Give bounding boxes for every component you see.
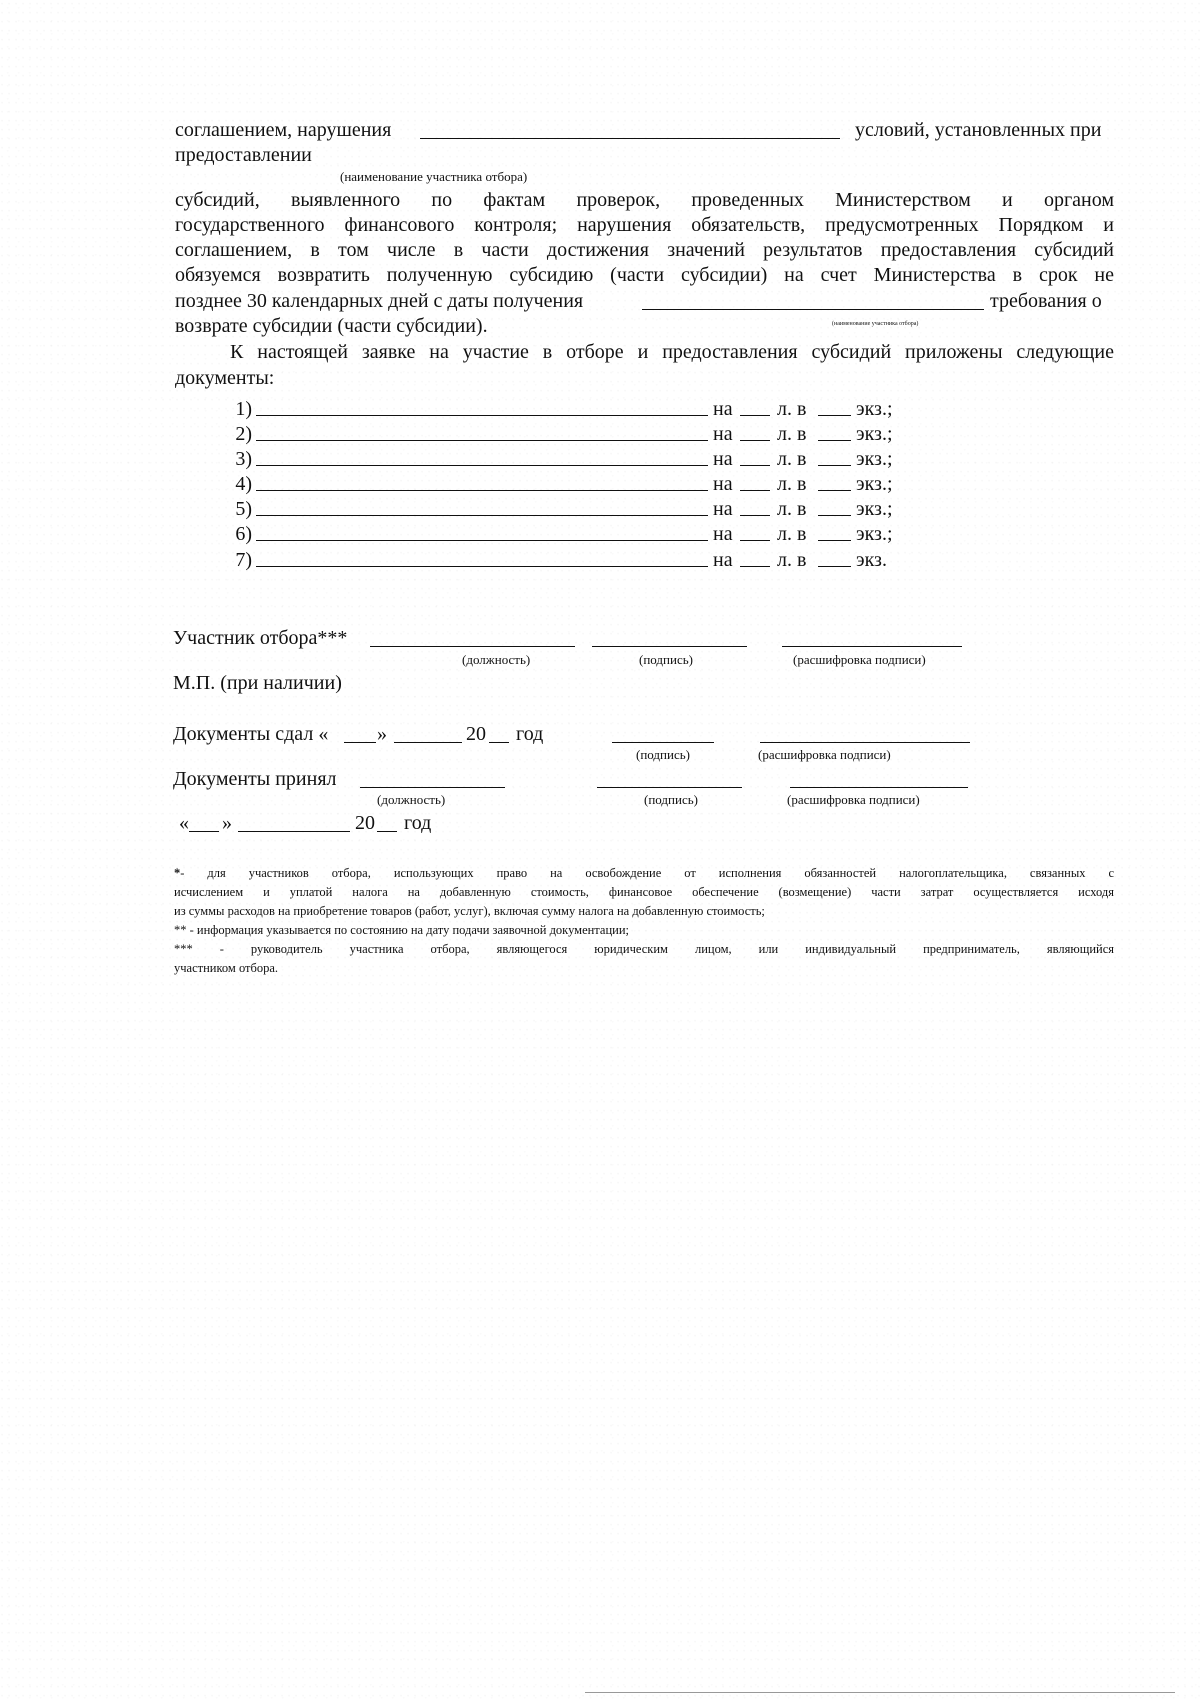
sheets-blank[interactable]: [740, 566, 770, 567]
document-item: [226, 472, 946, 496]
accepted-decoding-blank[interactable]: [790, 787, 968, 788]
caption-participant: (наименование участника отбора): [340, 169, 528, 184]
submitted-quote-close: »: [377, 723, 387, 745]
submitted-god: год: [516, 723, 544, 745]
footnote-3-line2: участником отбора.: [174, 961, 279, 975]
document-name-blank[interactable]: [256, 465, 708, 466]
accepted-quote-open: «: [179, 812, 189, 834]
sheets-blank[interactable]: [740, 490, 770, 491]
participant-label: Участник отбора***: [173, 627, 348, 649]
item-lv: л. в: [777, 448, 807, 470]
document-item: [226, 548, 946, 572]
return-line: возврате субсидии (части субсидии).: [175, 315, 488, 337]
item-lv: л. в: [777, 398, 807, 420]
item-number: 1): [235, 398, 252, 420]
copies-blank[interactable]: [818, 540, 851, 541]
item-number: 2): [235, 423, 252, 445]
item-ekz: экз.;: [856, 498, 893, 520]
item-ekz: экз.;: [856, 448, 893, 470]
item-na: на: [713, 498, 733, 520]
documents-heading-line2: документы:: [175, 367, 275, 389]
item-number: 7): [235, 549, 252, 571]
document-item: [226, 497, 946, 521]
footnote-1: [174, 864, 1114, 921]
item-lv: л. в: [777, 549, 807, 571]
item-lv: л. в: [777, 498, 807, 520]
accepted-day-blank[interactable]: [189, 831, 219, 832]
sheets-blank[interactable]: [740, 465, 770, 466]
document-item: [226, 522, 946, 546]
item-number: 4): [235, 473, 252, 495]
footnote-1-star: *: [174, 866, 181, 880]
submitted-day-blank[interactable]: [344, 742, 376, 743]
intro-line2: предоставлении: [175, 144, 312, 166]
accepted-label: Документы принял: [173, 768, 337, 790]
footnote-1-line3: из суммы расходов на приобретение товаров (работ, услуг), включая сумму налога на добавленную стоимость;: [174, 904, 765, 918]
accepted-caption-decoding: (расшифровка подписи): [787, 792, 920, 807]
item-number: 5): [235, 498, 252, 520]
item-lv: л. в: [777, 523, 807, 545]
scan-edge-line: [585, 1692, 1175, 1693]
document-name-blank[interactable]: [256, 415, 708, 416]
item-na: на: [713, 473, 733, 495]
intro-para-line-1: субсидий, выявленного по фактам проверок, проведенных Министерством и органом: [175, 189, 1114, 211]
document-name-blank[interactable]: [256, 515, 708, 516]
submitted-caption-decoding: (расшифровка подписи): [758, 747, 891, 762]
submitted-year-blank[interactable]: [489, 742, 509, 743]
deadline-right: требования о: [990, 290, 1102, 312]
caption-participant-tiny: (наименование участника отбора): [832, 321, 919, 327]
item-na: на: [713, 523, 733, 545]
footnote-2: ** - информация указывается по состоянию на дату подачи заявочной документации;: [174, 923, 630, 937]
caption-position: (должность): [462, 652, 531, 667]
submitted-decoding-blank[interactable]: [760, 742, 970, 743]
intro-line1-left: соглашением, нарушения: [175, 119, 392, 141]
intro-para-line-2: государственного финансового контроля; нарушения обязательств, предусмотренных Порядком и: [175, 214, 1114, 236]
sheets-blank[interactable]: [740, 515, 770, 516]
caption-decoding: (расшифровка подписи): [793, 652, 926, 667]
accepted-year-prefix: 20: [355, 812, 375, 834]
copies-blank[interactable]: [818, 566, 851, 567]
footnote-3-line1: *** - руководитель участника отбора, являющегося юридическим лицом, или индивидуальный предприниматель, являющийся: [174, 942, 1114, 956]
item-lv: л. в: [777, 473, 807, 495]
copies-blank[interactable]: [818, 515, 851, 516]
accepted-month-blank[interactable]: [238, 831, 350, 832]
document-item: [226, 422, 946, 446]
sheets-blank[interactable]: [740, 415, 770, 416]
submitted-year-prefix: 20: [466, 723, 486, 745]
deadline-left: позднее 30 календарных дней с даты получения: [175, 290, 584, 312]
accepted-caption-signature: (подпись): [644, 792, 698, 807]
footnote-1-line1: - для участников отбора, использующих право на освобождение от исполнения обязанностей налогоплательщика, связанных с: [180, 866, 1114, 880]
copies-blank[interactable]: [818, 490, 851, 491]
submitted-prefix: Документы сдал «: [173, 723, 329, 745]
item-ekz: экз.;: [856, 423, 893, 445]
item-ekz: экз.: [856, 549, 887, 571]
copies-blank[interactable]: [818, 465, 851, 466]
accepted-signature-blank[interactable]: [597, 787, 742, 788]
participant-signature-blank[interactable]: [592, 646, 747, 647]
caption-signature: (подпись): [639, 652, 693, 667]
accepted-year-blank[interactable]: [377, 831, 397, 832]
document-item: [226, 447, 946, 471]
accepted-caption-position: (должность): [377, 792, 446, 807]
participant-decoding-blank[interactable]: [782, 646, 962, 647]
documents-heading-line1: К настоящей заявке на участие в отборе и предоставления субсидий приложены следующие: [230, 341, 1114, 363]
submitted-signature-blank[interactable]: [612, 742, 714, 743]
item-ekz: экз.;: [856, 398, 893, 420]
document-item: [226, 397, 946, 421]
document-name-blank[interactable]: [256, 540, 708, 541]
accepted-god: год: [404, 812, 432, 834]
item-number: 6): [235, 523, 252, 545]
intro-line1-right: условий, установленных при: [855, 119, 1102, 141]
intro-para-line-3: соглашением, в том числе в части достижения значений результатов предоставления субсидий: [175, 239, 1114, 261]
item-number: 3): [235, 448, 252, 470]
submitted-caption-signature: (подпись): [636, 747, 690, 762]
intro-para-line-4: обязуемся возвратить полученную субсидию (части субсидии) на счет Министерства в срок не: [175, 264, 1114, 286]
footnote-1-line2: исчислением и уплатой налога на добавленную стоимость, финансовое обеспечение (возмещение) части затрат осуществляется исходя: [174, 885, 1114, 899]
accepted-quote-close: »: [222, 812, 232, 834]
participant-position-blank[interactable]: [370, 646, 575, 647]
seal-label: М.П. (при наличии): [173, 672, 342, 694]
document-name-blank[interactable]: [256, 440, 708, 441]
copies-blank[interactable]: [818, 440, 851, 441]
sheets-blank[interactable]: [740, 440, 770, 441]
participant-name-blank[interactable]: [420, 138, 840, 139]
document-name-blank[interactable]: [256, 566, 708, 567]
item-na: на: [713, 549, 733, 571]
deadline-participant-blank[interactable]: [642, 309, 984, 310]
item-na: на: [713, 398, 733, 420]
accepted-position-blank[interactable]: [360, 787, 505, 788]
item-na: на: [713, 448, 733, 470]
document-name-blank[interactable]: [256, 490, 708, 491]
sheets-blank[interactable]: [740, 540, 770, 541]
copies-blank[interactable]: [818, 415, 851, 416]
item-na: на: [713, 423, 733, 445]
submitted-month-blank[interactable]: [394, 742, 462, 743]
item-ekz: экз.;: [856, 523, 893, 545]
item-ekz: экз.;: [856, 473, 893, 495]
item-lv: л. в: [777, 423, 807, 445]
